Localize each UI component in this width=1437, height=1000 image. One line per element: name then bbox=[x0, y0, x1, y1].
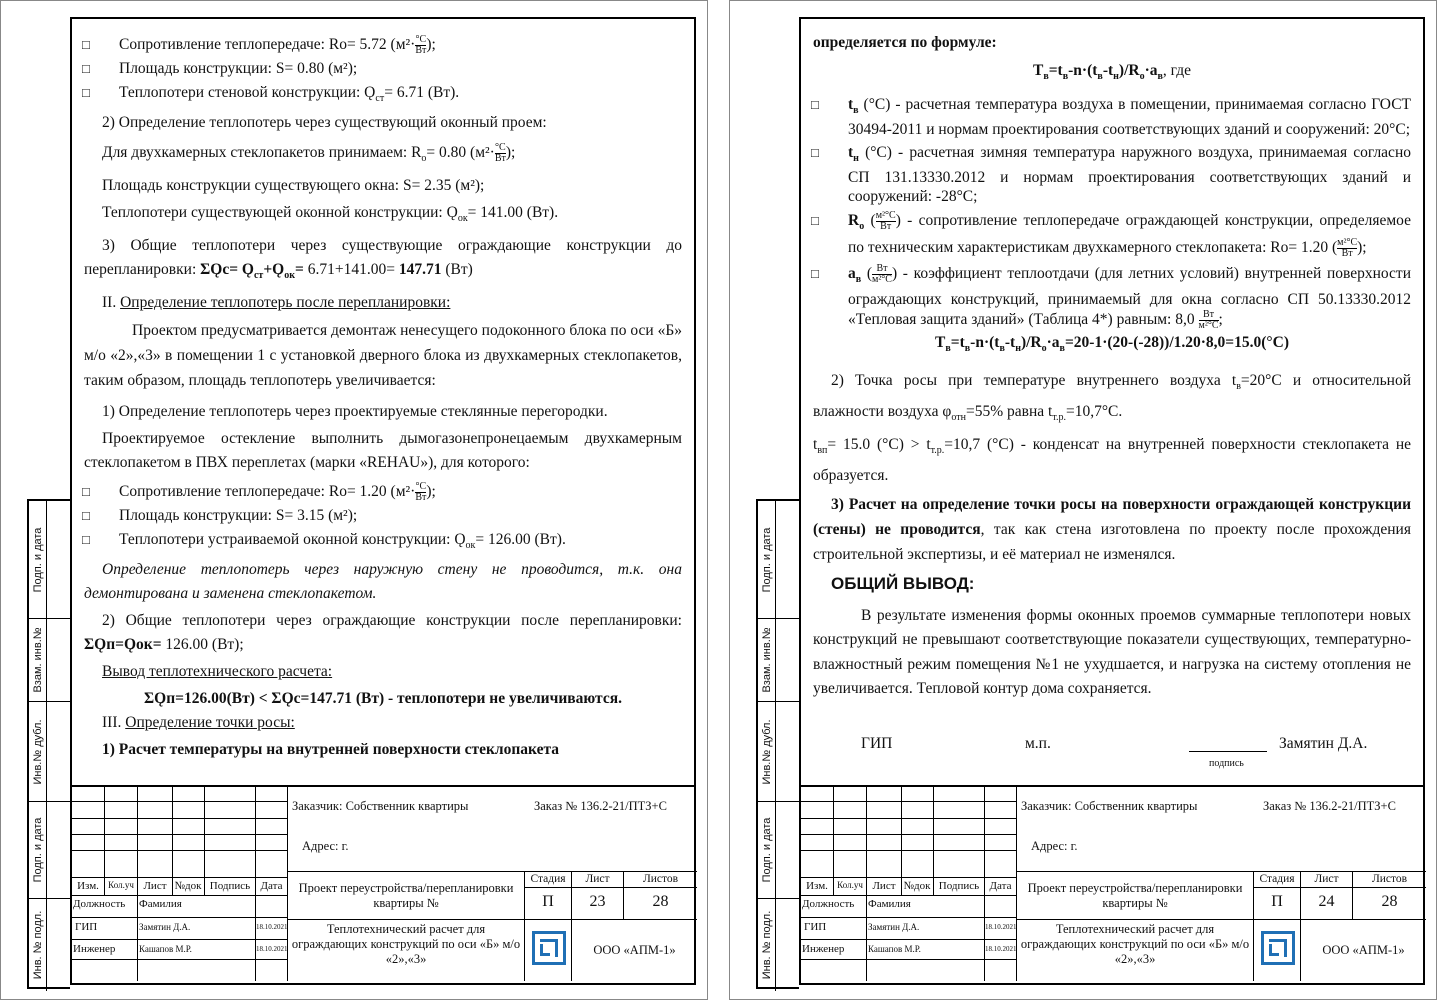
company: ООО «АПМ-1» bbox=[1322, 943, 1405, 957]
signature-block bbox=[813, 732, 1411, 792]
stage-value: П bbox=[542, 893, 554, 910]
row1-date: 18.10.2021 bbox=[256, 923, 288, 931]
page-2-text bbox=[813, 31, 1411, 792]
row1-name: Замятин Д.А. bbox=[868, 922, 920, 932]
doc-title: Теплотехнический расчет для ограждающих конструкций по оси «Б» м/о «2»,«3» bbox=[291, 922, 521, 966]
side-stamp: Подп. и дата Взам. инв.№ Инв.№ дубл. Подп. и дата Инв. № подл. bbox=[27, 499, 70, 989]
stage-value: П bbox=[1271, 893, 1283, 910]
col-list: Лист bbox=[872, 880, 896, 892]
sheets-value: 28 bbox=[1381, 893, 1398, 910]
page-1-text bbox=[84, 31, 682, 762]
customer: Заказчик: Собственник квартиры bbox=[1021, 799, 1198, 813]
row2-role: Инженер bbox=[73, 943, 116, 955]
p2-wall: 3) Расчет на определение точки росы на поверхности ограждающей конструкции (стены) не проводится, так как стена изготовлена по проекту после прохождения строительной экспертизы, и её материал не изменялся. bbox=[813, 495, 1411, 563]
order-no: Заказ № 136.2-21/ПТЗ+С bbox=[534, 799, 667, 813]
company: ООО «АПМ-1» bbox=[593, 943, 676, 957]
role-header: Должность bbox=[73, 898, 126, 910]
p2-condensate: $t_{вп}= 15.0$ $(^\circ С) > t_{т.р.}=10,7$ (°С) - конденсат на внутренней поверхности стеклопакета не образуется. bbox=[813, 435, 1411, 484]
p2-formula: $Т_в=t_в-n\cdot(t_в-t_н)/R_о\cdot a_в$, где bbox=[1032, 62, 1192, 83]
p1-step1-after: 1) Определение теплопотерь через проектируемые стеклянные перегородки. bbox=[102, 403, 608, 421]
company-logo-icon bbox=[532, 931, 566, 965]
p1-step2: 2) Определение теплопотерь через существующий оконный проем: bbox=[102, 114, 547, 132]
sign-caption: подпись bbox=[1209, 757, 1244, 769]
sheet-label: Лист bbox=[585, 873, 610, 885]
p2-av: □ $a_в$ ( $\frac{Вт}{\text{м²°С}}$ ) - коэффициент теплоотдачи (для летних условий) внутренней поверхности ограждающих конструкций, принимаемый для окна согласно СП 50.13330.2012 «Тепловая защита зданий» (Таблица 4*) равным: 8,0 $\frac{Вт}{\text{м²°С}}$ ; bbox=[813, 264, 1411, 331]
customer: Заказчик: Собственник квартиры bbox=[292, 799, 469, 813]
stage-label: Стадия bbox=[1259, 873, 1295, 885]
p1-double-glaze: Для двухкамерных стеклопакетов принимаем: $R_о= 0.80$ (м²· $\frac{^\circ С}{Вт}$ ); bbox=[102, 142, 516, 165]
row1-role: ГИП bbox=[804, 921, 827, 933]
sheet-value: 24 bbox=[1318, 893, 1335, 910]
row1-role: ГИП bbox=[75, 921, 98, 933]
role-header: Должность bbox=[802, 898, 855, 910]
col-ndok: №док bbox=[903, 880, 931, 892]
p1-wall-loss: □ Теплопотери стеновой конструкции: $Ǫ_{ст}= 6.71$ (Вт). bbox=[84, 81, 682, 111]
stage-label: Стадия bbox=[530, 873, 566, 885]
row2-name: Кашапов М.Р. bbox=[868, 944, 921, 954]
sheets-label: Листов bbox=[1371, 873, 1408, 885]
col-sign: Подпись bbox=[209, 880, 251, 892]
p1-resistance: □ Сопротивление теплопередаче: Ro= 5.72 (м²· $\frac{^\circ С}{Вт}$ ); bbox=[84, 33, 682, 57]
name-header: Фамилия bbox=[868, 898, 911, 910]
drawing-frame-2 bbox=[799, 17, 1425, 985]
company-logo-icon bbox=[1261, 931, 1295, 965]
p1-project-desc: Проектом предусматривается демонтаж ненесущего подоконного блока по оси «Б» м/о «2»,«3» в помещении 1 с установкой дверного блока из двухкамерных стеклопакетов, таким образом, площадь теплопотерь увеличивается: bbox=[84, 322, 682, 390]
p2-ro: □ $R_о$ ( $\frac{\text{м²°С}}{Вт}$ ) - сопротивление теплопередаче ограждающей конструкции, определяемое по техническим характеристикам двухкамерного стеклопакета: Ro= 1.20 ( $\frac{\text{м²°С}}{Вт}$ ); bbox=[813, 210, 1411, 259]
col-date: Дата bbox=[989, 880, 1012, 892]
sign-stamp-place: м.п. bbox=[1025, 734, 1051, 752]
col-ndok: №док bbox=[174, 880, 202, 892]
sheet-label: Лист bbox=[1314, 873, 1339, 885]
col-date: Дата bbox=[260, 880, 283, 892]
sheets-label: Листов bbox=[642, 873, 679, 885]
doc-title: Теплотехнический расчет для ограждающих конструкций по оси «Б» м/о «2»,«3» bbox=[1020, 922, 1250, 966]
page-2 bbox=[729, 0, 1437, 1000]
row2-date: 18.10.2021 bbox=[985, 945, 1017, 953]
col-kolvo: Кол.уч bbox=[108, 880, 134, 890]
col-list: Лист bbox=[143, 880, 167, 892]
col-izm: Изм. bbox=[806, 880, 828, 892]
row2-name: Кашапов М.Р. bbox=[139, 944, 192, 954]
row1-name: Замятин Д.А. bbox=[139, 922, 191, 932]
p2-dew: 2) Точка росы при температуре внутреннего воздуха $t_в=20^\circ С$ и относительной влажности воздуха $\varphi_{отн}=55\%$ равна $t_{т.р.}=10,7^\circ С$. bbox=[813, 371, 1411, 423]
p1-conclusion: ΣǪп=126.00(Вт) < ΣǪс=147.71 (Вт) - теплопотери не увеличиваются. bbox=[144, 690, 622, 708]
p2-general-title: ОБЩИЙ ВЫВОД: bbox=[831, 573, 975, 593]
title-block-2 bbox=[801, 785, 1423, 983]
p1-new-resistance: □ Сопротивление теплопередаче: Ro= 1.20 (м²· $\frac{^\circ С}{Вт}$ ); bbox=[84, 480, 682, 504]
address: Адрес: г. bbox=[302, 839, 349, 853]
address: Адрес: г. bbox=[1031, 839, 1078, 853]
p1-step3: 3) Общие теплопотери через существующие ограждающие конструкции до перепланировки: ΣǪс= $Ǫ_{ст}+Ǫ_{ок}= 6.71+141.00= 147.71$ (Вт) bbox=[84, 237, 682, 282]
p2-tn: □ $t_н$ (°С) - расчетная зимняя температура наружного воздуха, принимаемая согласно СП 131.13330.2012 и нормам проектирования соответствующих зданий и сооружений: -28°С; bbox=[813, 143, 1411, 206]
sign-role: ГИП bbox=[861, 734, 893, 752]
p1-glazing: Проектируемое остекление выполнить дымогазонепронецаемым двухкамерным стеклопакетом в ПВХ переплетах (марки «REHAU»), для которого: bbox=[84, 430, 682, 472]
project-title: Проект переустройства/перепланировки квартиры № bbox=[1027, 881, 1243, 910]
title-block bbox=[72, 785, 694, 983]
page-1 bbox=[0, 0, 708, 1000]
row2-date: 18.10.2021 bbox=[256, 945, 288, 953]
row1-date: 18.10.2021 bbox=[985, 923, 1017, 931]
name-header: Фамилия bbox=[139, 898, 182, 910]
drawing-frame bbox=[70, 17, 696, 985]
project-title: Проект переустройства/перепланировки квартиры № bbox=[298, 881, 514, 910]
p1-area: □ Площадь конструкции: S= 0.80 (м²); bbox=[84, 57, 682, 81]
sheet-value: 23 bbox=[589, 893, 606, 910]
p1-section2: II. Определение теплопотерь после перепланировки: bbox=[102, 294, 451, 312]
p1-section3: III. Определение точки росы: bbox=[102, 714, 295, 732]
col-izm: Изм. bbox=[77, 880, 99, 892]
p2-general-text: В результате изменения формы оконных проемов суммарные теплопотери новых конструкций не превышают соответствующие показатели существующих, температурно-влажностный режим помещения №1 не ухудшается, и нагрузка на систему отопления не увеличивается. Тепловой контур дома сохраняется. bbox=[813, 606, 1411, 698]
p1-step-temp: 1) Расчет температуры на внутренней поверхности стеклопакета bbox=[102, 741, 560, 759]
sign-name: Замятин Д.А. bbox=[1279, 734, 1368, 752]
order-no: Заказ № 136.2-21/ПТЗ+С bbox=[1263, 799, 1396, 813]
p1-note: Определение теплопотерь через наружную стену не проводится, т.к. она демонтирована и заменена стеклопакетом. bbox=[84, 561, 682, 603]
p1-new-area: □ Площадь конструкции: S= 3.15 (м²); bbox=[84, 504, 682, 528]
p2-formula-intro: определяется по формуле: bbox=[813, 34, 997, 51]
p2-result: $Т_в=t_в-n\cdot(t_в-t_н)/R_о\cdot a_в=20-1\cdot(20-(-28))/1.20\cdot 8,0=15.0(^\circ С)$ bbox=[935, 334, 1289, 355]
col-kolvo: Кол.уч bbox=[837, 880, 863, 890]
p1-new-loss: □ Теплопотери устраиваемой оконной конструкции: $Ǫ_{ок}= 126.00$ (Вт). bbox=[84, 528, 682, 558]
col-sign: Подпись bbox=[938, 880, 980, 892]
row2-role: Инженер bbox=[802, 943, 845, 955]
sheets-value: 28 bbox=[652, 893, 669, 910]
p1-total-after: 2) Общие теплопотери через ограждающие конструкции после перепланировки: ΣǪп=Ǫок= 126.00 (Вт); bbox=[84, 612, 682, 654]
p1-window-loss: Теплопотери существующей оконной конструкции: $Ǫ_{ок}= 141.00$ (Вт). bbox=[102, 204, 559, 225]
p1-conclusion-title: Вывод теплотехнического расчета: bbox=[102, 663, 333, 681]
side-stamp-2: Подп. и дата Взам. инв.№ Инв.№ дубл. Подп. и дата Инв. № подл. bbox=[756, 499, 799, 989]
p2-tv: □ $t_в$ (°С) - расчетная температура воздуха в помещении, принимаемая согласно ГОСТ 30494-2011 и нормам проектирования соответствующих зданий и сооружений: 20°С; bbox=[813, 95, 1411, 139]
p1-window-area: Площадь конструкции существующего окна: S= 2.35 (м²); bbox=[102, 177, 485, 195]
